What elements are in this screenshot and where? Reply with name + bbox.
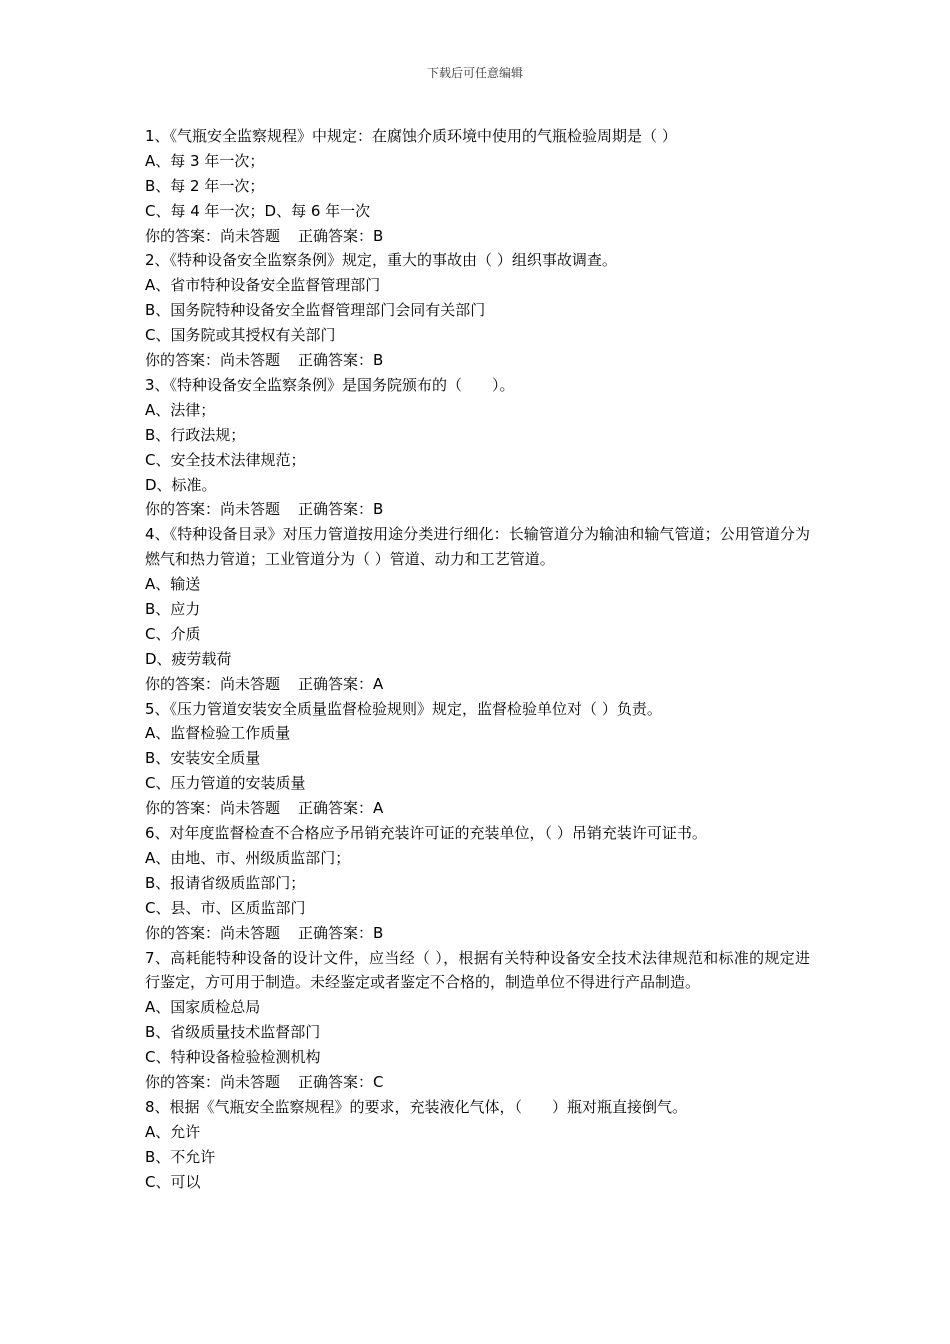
answer-option: B、报请省级质监部门； [145, 873, 306, 892]
answer-option: B、国务院特种设备安全监督管理部门会同有关部门 [145, 301, 486, 320]
answer-option: C、每 4 年一次；D、每 6 年一次 [145, 201, 371, 220]
answer-option: C、可以 [145, 1172, 201, 1191]
question-stem: 3、《特种设备安全监察条例》是国务院颁布的（ ）。 [145, 375, 515, 394]
question-block [145, 373, 810, 522]
answer-status-line [145, 672, 810, 697]
answer-option: B、省级质量技术监督部门 [145, 1023, 321, 1042]
answer-option: A、监督检验工作质量 [145, 724, 291, 743]
answer-option: A、省市特种设备安全监督管理部门 [145, 276, 381, 295]
question-stem: 4、《特种设备目录》对压力管道按用途分类进行细化：长输管道分为输油和输气管道；公用管道分为燃气和热力管道；工业管道分为（ ）管道、动力和工艺管道。 [145, 525, 810, 569]
your-answer: 你的答案：尚未答题 [145, 674, 281, 693]
correct-answer: 正确答案：B [298, 923, 384, 942]
question-stem: 1、《气瓶安全监察规程》中规定：在腐蚀介质环境中使用的气瓶检验周期是（ ） [145, 127, 677, 145]
answer-status-line [145, 796, 810, 821]
correct-answer: 正确答案：C [298, 1072, 384, 1091]
question-stem: 5、《压力管道安装安全质量监督检验规则》规定，监督检验单位对（ ）负责。 [145, 699, 662, 718]
answer-status-line [145, 224, 810, 249]
correct-answer: 正确答案：B [298, 351, 384, 370]
answer-option: A、国家质检总局 [145, 998, 261, 1017]
question-stem: 6、对年度监督检查不合格应予吊销充装许可证的充装单位，（ ）吊销充装许可证书。 [145, 824, 707, 843]
correct-answer: 正确答案：B [298, 500, 384, 519]
question-block [145, 821, 810, 945]
your-answer: 你的答案：尚未答题 [145, 500, 281, 519]
question-block [145, 248, 810, 372]
answer-option: B、每 2 年一次； [145, 176, 265, 195]
answer-option: B、应力 [145, 600, 201, 618]
your-answer: 你的答案：尚未答题 [145, 226, 281, 245]
answer-option: B、行政法规； [145, 425, 246, 444]
answer-option: D、标准。 [145, 475, 217, 494]
answer-option: C、安全技术法律规范； [145, 450, 306, 469]
correct-answer: 正确答案：B [298, 226, 384, 245]
correct-answer: 正确答案：A [298, 799, 384, 818]
question-stem: 2、《特种设备安全监察条例》规定，重大的事故由（ ）组织事故调查。 [145, 251, 617, 270]
answer-option: A、输送 [145, 575, 201, 594]
answer-option: D、疲劳载荷 [145, 649, 232, 668]
question-stem: 7、高耗能特种设备的设计文件，应当经（ ），根据有关特种设备安全技术法律规范和标准的规定进行鉴定，方可用于制造。未经鉴定或者鉴定不合格的，制造单位不得进行产品制造。 [145, 948, 810, 992]
question-stem: 8、根据《气瓶安全监察规程》的要求，充装液化气体，（ ）瓶对瓶直接倒气。 [145, 1097, 688, 1116]
answer-option: B、安装安全质量 [145, 749, 261, 768]
question-block [145, 946, 810, 1095]
your-answer: 你的答案：尚未答题 [145, 351, 281, 370]
answer-option: C、国务院或其授权有关部门 [145, 326, 336, 345]
correct-answer: 正确答案：A [298, 674, 384, 693]
answer-option: C、压力管道的安装质量 [145, 774, 306, 793]
answer-option: A、每 3 年一次； [145, 151, 265, 170]
question-list [145, 124, 810, 1194]
answer-status-line [145, 348, 810, 373]
answer-option: B、不允许 [145, 1147, 216, 1166]
answer-option: C、县、市、区质监部门 [145, 898, 306, 917]
answer-option: A、由地、市、州级质监部门； [145, 848, 351, 867]
answer-option: C、介质 [145, 624, 201, 643]
your-answer: 你的答案：尚未答题 [145, 923, 281, 942]
answer-option: C、特种设备检验检测机构 [145, 1048, 321, 1067]
page-header: 下载后可任意编辑 [426, 66, 523, 80]
question-block [145, 522, 810, 696]
your-answer: 你的答案：尚未答题 [145, 1072, 281, 1091]
answer-status-line [145, 1070, 810, 1095]
question-block [145, 124, 810, 248]
answer-option: A、允许 [145, 1122, 201, 1141]
answer-status-line [145, 497, 810, 522]
question-block [145, 1095, 810, 1195]
your-answer: 你的答案：尚未答题 [145, 799, 281, 818]
answer-option: A、法律； [145, 400, 216, 419]
question-block [145, 697, 810, 821]
answer-status-line [145, 921, 810, 946]
